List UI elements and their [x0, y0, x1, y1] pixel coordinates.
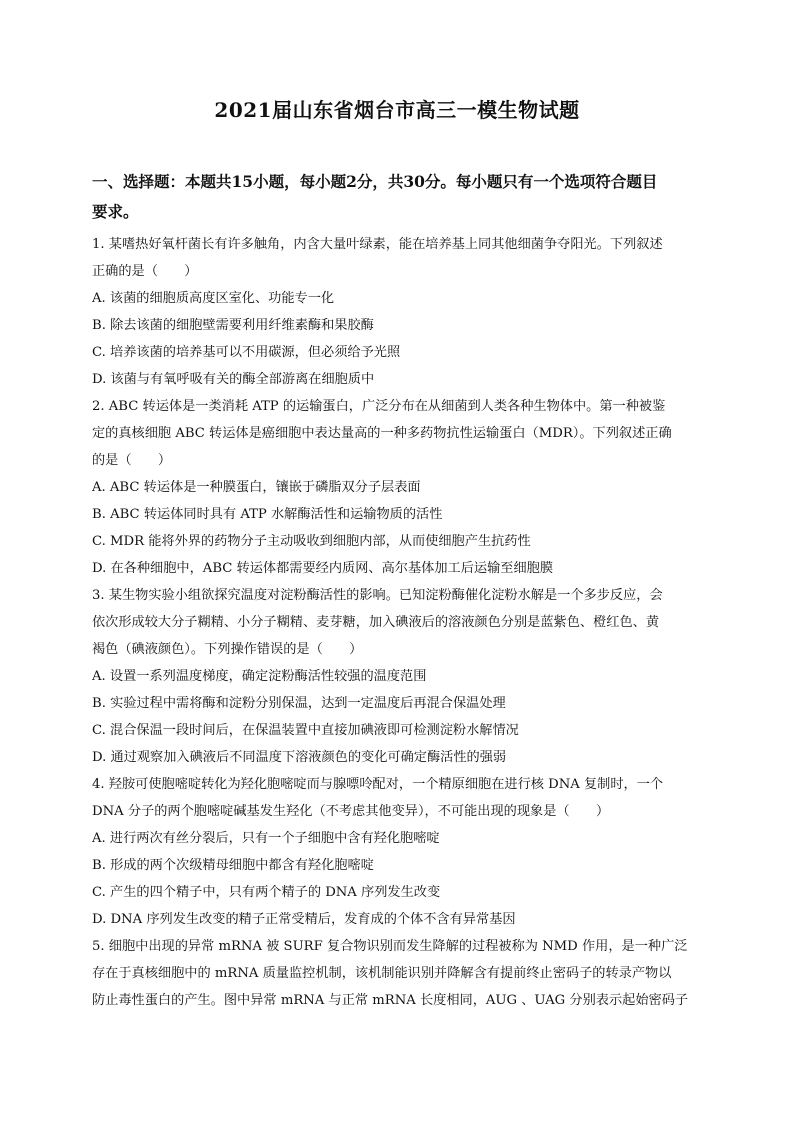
question-stem-line: 1. 某嗜热好氧杆菌长有许多触角，内含大量叶绿素，能在培养基上同其他细菌争夺阳光。下列叙述	[92, 237, 663, 252]
option-a: A. 设置一系列温度梯度，确定淀粉酶活性较强的温度范围	[92, 669, 427, 684]
option-c: C. 产生的四个精子中，只有两个精子的 DNA 序列发生改变	[92, 885, 441, 900]
option-c: C. MDR 能将外界的药物分子主动吸收到细胞内部，从而使细胞产生抗药性	[92, 534, 531, 549]
section-heading-line-1: 一、选择题：本题共15小题，每小题2分，共30分。每小题只有一个选项符合题目	[92, 172, 658, 191]
question-stem-line: 5. 细胞中出现的异常 mRNA 被 SURF 复合物识别而发生降解的过程被称为 NMD 作用，是一种广泛	[92, 939, 688, 954]
document-title: 2021届山东省烟台市高三一模生物试题	[214, 98, 580, 122]
section-heading	[92, 167, 702, 227]
question-5	[92, 933, 702, 1014]
question-stem-line: 2. ABC 转运体是一类消耗 ATP 的运输蛋白，广泛分布在从细菌到人类各种生物体中。第一种被鉴	[92, 399, 666, 414]
section-heading-line-2: 要求。	[92, 202, 139, 221]
question-2	[92, 393, 702, 582]
option-a: A. 进行两次有丝分裂后，只有一个子细胞中含有羟化胞嘧啶	[92, 831, 440, 846]
question-stem-line: 正确的是（ ）	[92, 264, 198, 279]
question-1	[92, 231, 702, 393]
question-stem-line: 防止毒性蛋白的产生。图中异常 mRNA 与正常 mRNA 长度相同，AUG 、UAG 分别表示起始密码子	[92, 993, 689, 1008]
question-stem-line: 存在于真核细胞中的 mRNA 质量监控机制，该机制能识别并降解含有提前终止密码子的转录产物以	[92, 966, 672, 981]
option-d: D. DNA 序列发生改变的精子正常受精后，发育成的个体不含有异常基因	[92, 912, 516, 927]
question-4	[92, 771, 702, 933]
option-c: C. 混合保温一段时间后，在保温装置中直接加碘液即可检测淀粉水解情况	[92, 723, 519, 738]
option-c: C. 培养该菌的培养基可以不用碳源，但必须给予光照	[92, 345, 401, 360]
option-d: D. 该菌与有氧呼吸有关的酶全部游离在细胞质中	[92, 372, 375, 387]
question-stem-line: 依次形成较大分子糊精、小分子糊精、麦芽糖，加入碘液后的溶液颜色分别是蓝紫色、橙红色、黄	[92, 615, 660, 630]
option-d: D. 在各种细胞中，ABC 转运体都需要经内质网、高尔基体加工后运输至细胞膜	[92, 561, 554, 576]
option-b: B. 除去该菌的细胞壁需要利用纤维素酶和果胶酶	[92, 318, 374, 333]
option-b: B. ABC 转运体同时具有 ATP 水解酶活性和运输物质的活性	[92, 507, 443, 522]
question-stem-line: DNA 分子的两个胞嘧啶碱基发生羟化（不考虑其他变异），不可能出现的现象是（ ）	[92, 804, 610, 819]
option-a: A. 该菌的细胞质高度区室化、功能专一化	[92, 291, 335, 306]
question-stem-line: 3. 某生物实验小组欲探究温度对淀粉酶活性的影响。已知淀粉酶催化淀粉水解是一个多步反应，会	[92, 588, 663, 603]
question-stem-line: 褐色（碘液颜色）。下列操作错误的是（ ）	[92, 642, 363, 657]
option-b: B. 实验过程中需将酶和淀粉分别保温，达到一定温度后再混合保温处理	[92, 696, 506, 711]
question-stem-line: 4. 羟胺可使胞嘧啶转化为羟化胞嘧啶而与腺嘌呤配对，一个精原细胞在进行核 DNA 复制时，一个	[92, 777, 664, 792]
option-b: B. 形成的两个次级精母细胞中都含有羟化胞嘧啶	[92, 858, 374, 873]
option-a: A. ABC 转运体是一种膜蛋白，镶嵌于磷脂双分子层表面	[92, 480, 421, 495]
question-3	[92, 582, 702, 771]
question-stem-line: 定的真核细胞 ABC 转运体是癌细胞中表达量高的一种多药物抗性运输蛋白（MDR）。下列叙述正确	[92, 426, 672, 441]
option-d: D. 通过观察加入碘液后不同温度下溶液颜色的变化可确定酶活性的强弱	[92, 750, 507, 765]
question-stem-line: 的是（ ）	[92, 453, 172, 468]
